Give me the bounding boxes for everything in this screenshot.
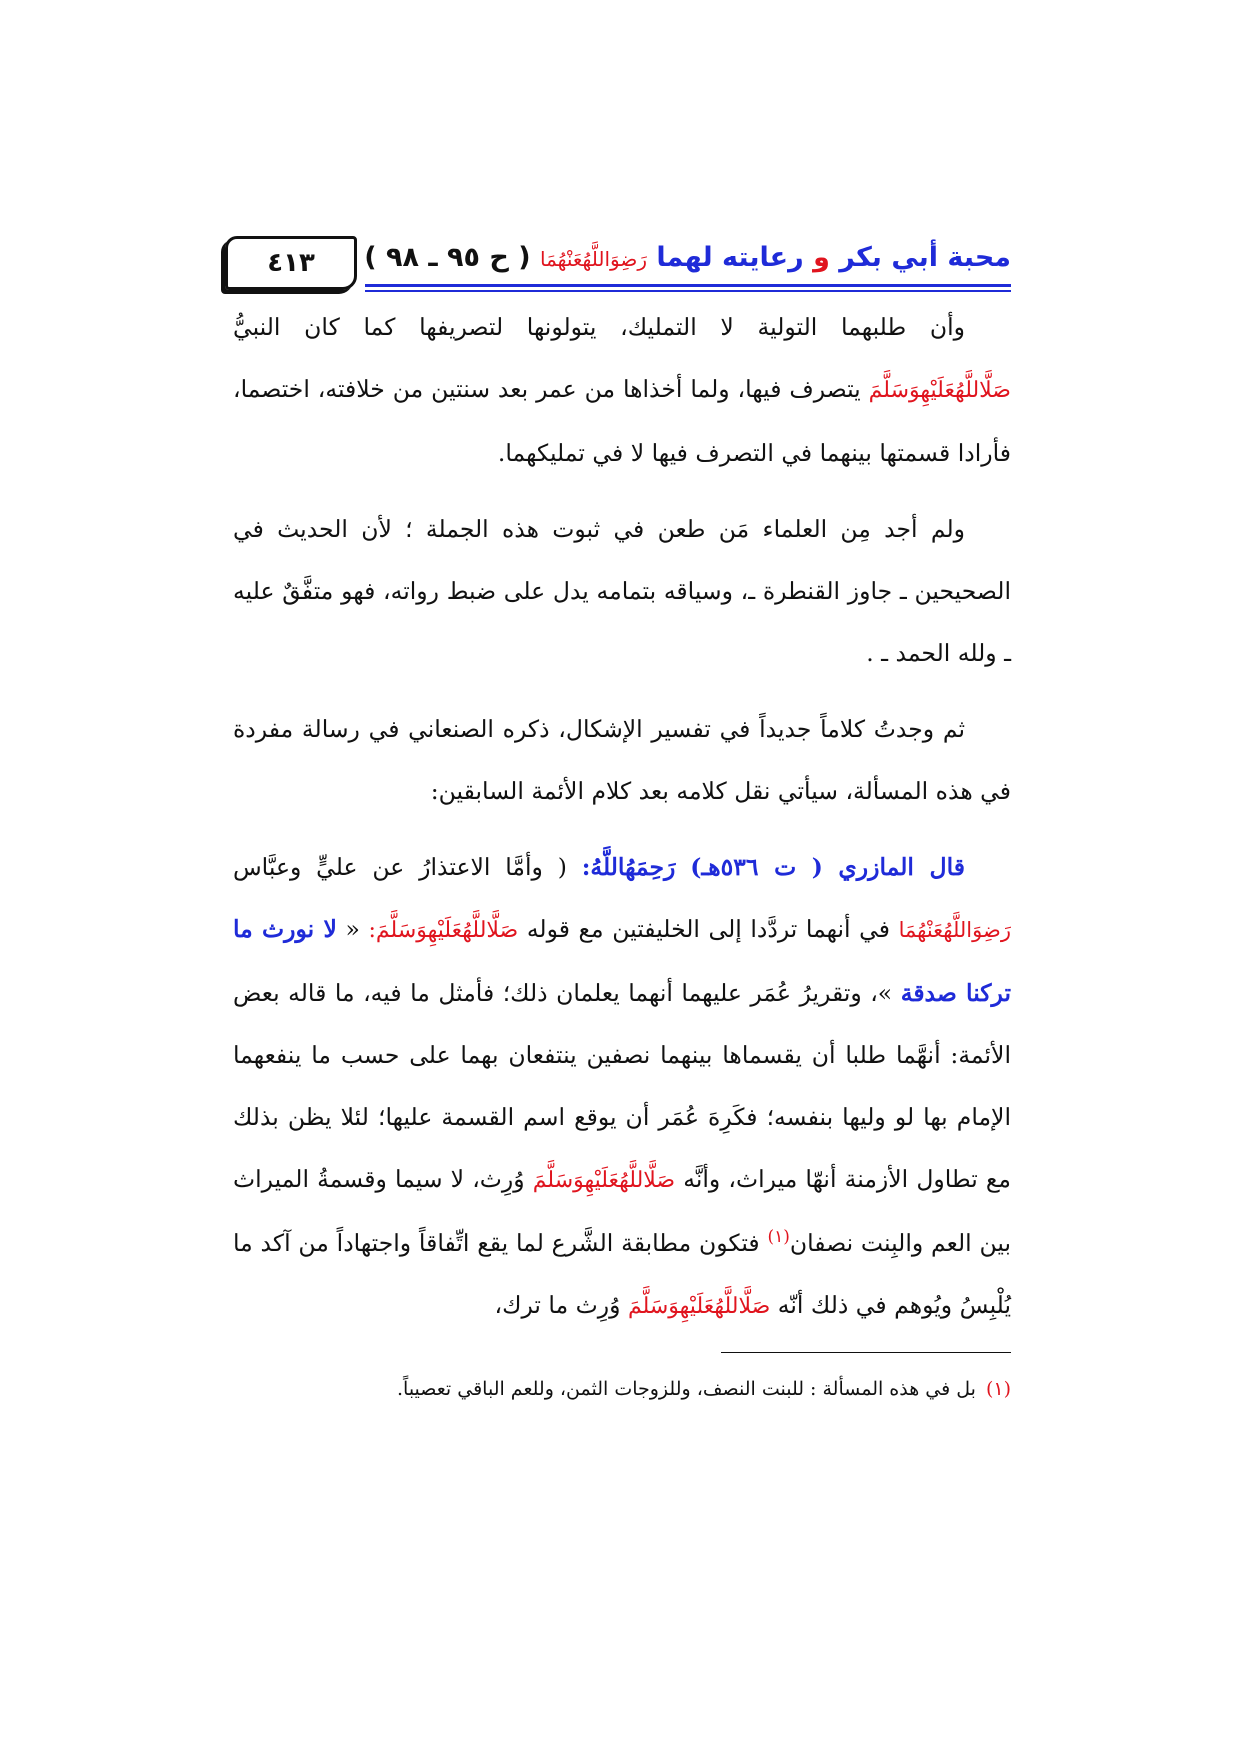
quote-speaker: قال المازري ( ت ٥٣٦هـ) [690, 853, 965, 881]
paragraph-gap [233, 484, 1011, 498]
footnote-separator [721, 1352, 1011, 1353]
footnote [233, 1372, 1011, 1406]
salutation: صَلَّاللَّهُعَلَيْهِوَسَلَّمَ [532, 1168, 676, 1193]
paragraph-1 [233, 296, 1011, 484]
paragraph-2: ولم أجد مِن العلماء مَن طعن في ثبوت هذه الجملة ؛ لأن الحديث في الصحيحين ـ جاوز القنطرة ـ، وسياقه بتمامه يدل على ضبط رواته، فهو متفَّقٌ عليه ـ ولله الحمد ـ . [233, 515, 1011, 667]
hadith-text: لا نورث ما تركنا صدقة [233, 915, 1012, 1007]
main-text [233, 296, 1011, 1338]
paragraph-gap [233, 822, 1011, 836]
salutation: صَلَّاللَّهُعَلَيْهِوَسَلَّمَ [868, 378, 1011, 403]
p4-text-b: في أنهما تردَّدا إلى الخليفتين مع قوله [526, 915, 890, 943]
footnote-text: بل في هذه المسألة : للبنت النصف، وللزوجات الثمن، وللعم الباقي تعصيباً. [396, 1378, 976, 1400]
header-honorific: رَضِوَاللَّهُعَنْهُمَا [539, 247, 647, 271]
page-header [225, 236, 1011, 292]
header-title-part1: محبة أبي بكر [839, 242, 1011, 273]
salutation: صَلَّاللَّهُعَلَيْهِوَسَلَّمَ: [368, 918, 519, 943]
radiallahu-anhuma: رَضِوَاللَّهُعَنْهُمَا [898, 918, 1011, 942]
rahimahu-allah: رَحِمَهُاللَّهُ: [581, 853, 676, 881]
footnote-marker[interactable]: (١) [767, 1227, 790, 1248]
salutation: صَلَّاللَّهُعَلَيْهِوَسَلَّمَ [627, 1294, 771, 1319]
p4-text-a: ( وأمَّا الاعتذارُ عن عليٍّ وعبَّاس [233, 853, 567, 881]
header-range: ( ح ٩٥ ـ ٩٨ ) [364, 242, 531, 273]
header-title-part2: و [813, 242, 830, 273]
paragraph-gap [233, 684, 1011, 698]
page-number-box [225, 236, 357, 290]
p4-text-f: وُرِث ما ترك، [494, 1291, 621, 1319]
p1-text-b: يتصرف فيها، ولما أخذاها من عمر بعد سنتين من خلافته، اختصما، فأرادا قسمتها بينهما في التصرف فيها لا في تمليكهما. [233, 375, 1011, 467]
quote-open: « [345, 915, 360, 943]
header-title [364, 240, 1011, 277]
header-title-part3: رعايته لهما [656, 242, 804, 273]
p4-text-d: وُرِث، لا سيما وقسمةُ الميراث بين العم والبِنت نصفان [233, 1165, 1011, 1257]
p4-text-c: »، وتقريرُ عُمَر عليهما أنهما يعلمان ذلك؛ فأمثل ما فيه، ما قاله بعض الأئمة: أنهَّما طلبا أن يقسماها بينهما نصفين ينتفعان بهما على حسب ما ينفعهما الإمام بها لو وليها بنفسه؛ فكَرِهَ عُمَر أن يوقع اسم القسمة عليها؛ لئلا يظن بذلك مع تطاول الأزمنة أنهّا ميراث، وأنَّه [233, 979, 1011, 1193]
paragraph-4 [233, 836, 1011, 1338]
header-rule [365, 284, 1011, 292]
paragraph-3: ثم وجدتُ كلاماً جديداً في تفسير الإشكال، ذكره الصنعاني في رسالة مفردة في هذه المسألة، سيأتي نقل كلامه بعد كلام الأئمة السابقين: [233, 715, 1011, 805]
page-number: ٤١٣ [267, 248, 315, 278]
footnote-number: (١) [985, 1378, 1011, 1400]
p1-text-a: وأن طلبهما التولية لا التمليك، يتولونها لتصريفها كما كان النبيُّ [233, 313, 965, 341]
p4-text-e: فتكون مطابقة الشَّرع لما يقع اتِّفاقاً واجتهاداً من آكد ما يُلْبِسُ ويُوهم في ذلك أنّه [233, 1229, 1011, 1319]
